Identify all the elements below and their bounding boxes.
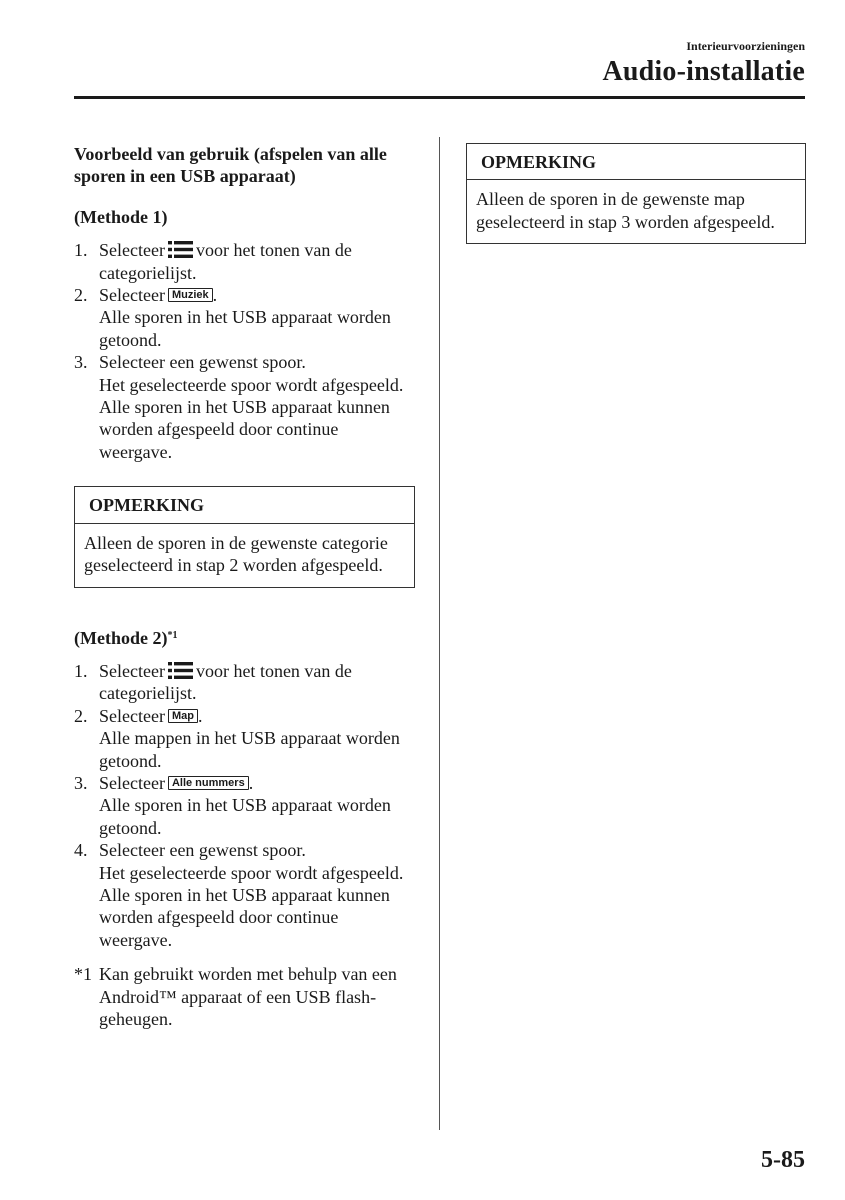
- footnote: [74, 963, 415, 1030]
- method-2-steps: [74, 660, 415, 951]
- method-1-title: (Methode 1): [74, 206, 168, 227]
- note-box-folder: [466, 143, 806, 244]
- page-title: Audio-installatie: [602, 56, 805, 87]
- list-item: 2. Selecteer Muziek . Alle sporen in het USB apparaat worden getoond.: [74, 285, 391, 350]
- muziek-button-label: Muziek: [168, 288, 213, 302]
- page-number: 5-85: [761, 1147, 805, 1173]
- note-title: OPMERKING: [467, 144, 805, 180]
- method-1-steps: [74, 239, 415, 463]
- note-title: OPMERKING: [75, 487, 414, 523]
- footnote-mark: *1: [74, 964, 92, 985]
- map-button-label: Map: [168, 709, 198, 723]
- footnote-text: Kan gebruikt worden met behulp van een Android™ apparaat of een USB flash-geheugen.: [99, 964, 397, 1029]
- note-text: Alleen de sporen in de gewenste map geselecteerd in stap 3 worden afgespeeld.: [476, 189, 775, 232]
- column-divider: [439, 137, 440, 1130]
- right-column: [466, 143, 806, 244]
- list-item: 3. Selecteer Alle nummers . Alle sporen in het USB apparaat worden getoond.: [74, 772, 391, 838]
- section-label: Interieurvoorzieningen: [686, 39, 805, 53]
- list-item: 4. Selecteer een gewenst spoor. Het geselecteerde spoor wordt afgespeeld. Alle sporen in het USB apparaat kunnen worden afgespeeld door continue weergave.: [74, 840, 404, 950]
- alle-nummers-button-label: Alle nummers: [168, 776, 249, 790]
- header-rule: [74, 96, 805, 99]
- list-icon: [168, 241, 193, 258]
- list-item: 3. Selecteer een gewenst spoor. Het geselecteerde spoor wordt afgespeeld. Alle sporen in het USB apparaat kunnen worden afgespeeld door continue weergave.: [74, 352, 404, 462]
- footnote-ref: *1: [167, 629, 178, 641]
- note-text: Alleen de sporen in de gewenste categorie geselecteerd in stap 2 worden afgespeeld.: [84, 532, 388, 576]
- list-item: 1. Selecteer voor het tonen van de categorielijst.: [74, 660, 352, 704]
- list-item: 2. Selecteer Map . Alle mappen in het USB apparaat worden getoond.: [74, 705, 400, 771]
- left-column: [74, 143, 415, 1030]
- note-box-category: [74, 486, 415, 587]
- usage-heading: Voorbeeld van gebruik (afspelen van alle sporen in een USB apparaat): [74, 144, 387, 187]
- list-icon: [168, 662, 193, 679]
- list-item: 1. Selecteer voor het tonen van de categorielijst.: [74, 240, 352, 283]
- method-2-title: (Methode 2)$^{*1}$: [74, 627, 178, 648]
